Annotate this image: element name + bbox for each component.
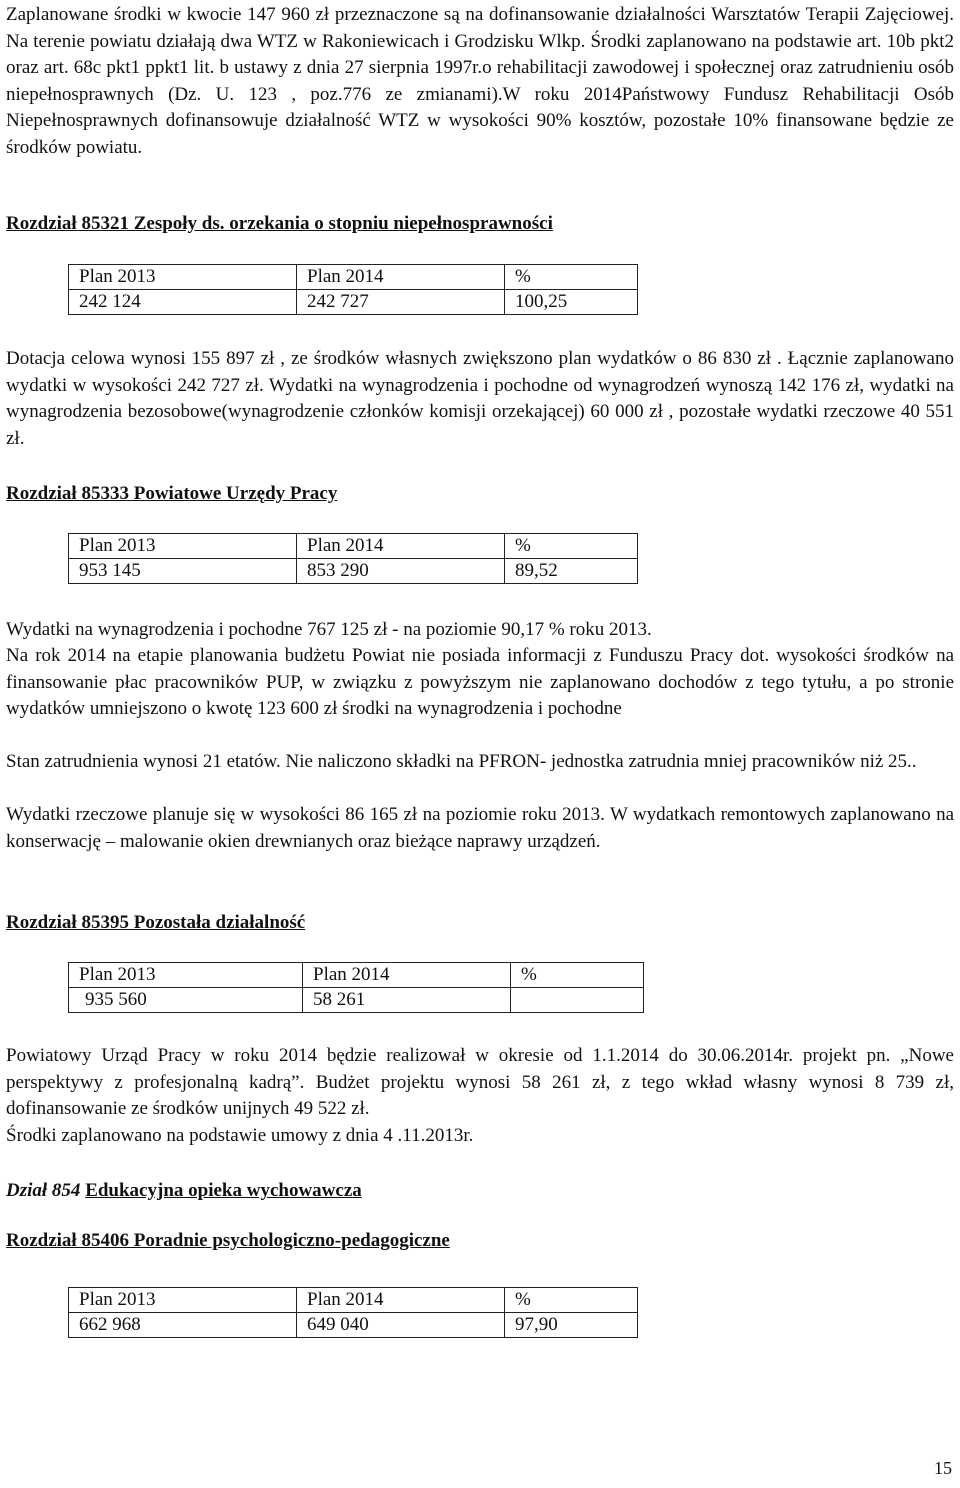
table-header-row	[69, 963, 644, 988]
value-percent: 97,90	[505, 1313, 638, 1338]
header-percent: %	[505, 534, 638, 559]
value-plan-2013: 662 968	[69, 1313, 297, 1338]
table-header-row	[69, 1288, 638, 1313]
header-percent: %	[505, 1288, 638, 1313]
table-85406	[68, 1287, 638, 1338]
value-plan-2013: 953 145	[69, 559, 297, 584]
header-plan-2013: Plan 2013	[69, 1288, 297, 1313]
section-85395-text-2: Środki zaplanowano na podstawie umowy z dnia 4 .11.2013r.	[6, 1125, 474, 1146]
dzial-heading	[6, 1178, 362, 1204]
value-plan-2014: 649 040	[297, 1313, 505, 1338]
table-85395	[68, 962, 644, 1013]
section-85333-text-3: Stan zatrudnienia wynosi 21 etatów. Nie naliczono składki na PFRON- jednostka zatrudnia mniej pracowników niż 25..	[6, 751, 917, 772]
table-85333	[68, 533, 638, 584]
value-plan-2013: 242 124	[69, 290, 297, 315]
header-plan-2013: Plan 2013	[69, 265, 297, 290]
value-plan-2013: 935 560	[69, 988, 303, 1013]
dzial-title: Edukacyjna opieka wychowawcza	[85, 1180, 362, 1201]
header-percent: %	[505, 265, 638, 290]
header-plan-2014: Plan 2014	[303, 963, 511, 988]
table-values-row	[69, 1313, 638, 1338]
table-values-row	[69, 988, 644, 1013]
value-percent	[511, 988, 644, 1013]
section-85333-text-1: Wydatki na wynagrodzenia i pochodne 767 125 zł - na poziomie 90,17 % roku 2013.	[6, 619, 652, 640]
section-heading-85333: Rozdział 85333 Powiatowe Urzędy Pracy	[6, 483, 338, 504]
section-85333-text-4: Wydatki rzeczowe planuje się w wysokości 86 165 zł na poziomie roku 2013. W wydatkach remontowych zaplanowano na konserwację – malowanie okien drewnianych oraz bieżące naprawy urządzeń.	[6, 804, 954, 852]
section-heading-85395: Rozdział 85395 Pozostała działalność	[6, 912, 306, 933]
value-percent: 100,25	[505, 290, 638, 315]
table-header-row	[69, 534, 638, 559]
page-number: 15	[934, 1458, 952, 1478]
section-heading-85406: Rozdział 85406 Poradnie psychologiczno-pedagogiczne	[6, 1230, 450, 1251]
section-85395-text-1: Powiatowy Urząd Pracy w roku 2014 będzie realizował w okresie od 1.1.2014 do 30.06.2014r. projekt pn. „Nowe perspektywy z profesjonalną kadrą”. Budżet projektu wynosi 58 261 zł, z tego wkład własny wynosi 8 739 zł, dofinansowanie ze środków unijnych 49 522 zł.	[6, 1045, 954, 1119]
value-plan-2014: 58 261	[303, 988, 511, 1013]
dzial-label: Dział 854	[6, 1180, 81, 1201]
intro-paragraph: Zaplanowane środki w kwocie 147 960 zł przeznaczone są na dofinansowanie działalności Warsztatów Terapii Zajęciowej. Na terenie powiatu działają dwa WTZ w Rakoniewicach i Grodzisku Wlkp. Środki zaplanowano na podstawie art. 10b pkt2 oraz art. 68c pkt1 ppkt1 lit. b ustawy z dnia 27 sierpnia 1997r.o rehabilitacji zawodowej i społecznej oraz zatrudnieniu osób niepełnosprawnych (Dz. U. 123 , poz.776 ze zmianami).W roku 2014Państwowy Fundusz Rehabilitacji Osób Niepełnosprawnych dofinansowuje działalność WTZ w wysokości 90% kosztów, pozostałe 10% finansowane będzie ze środków powiatu.	[6, 4, 954, 158]
value-percent: 89,52	[505, 559, 638, 584]
value-plan-2014: 242 727	[297, 290, 505, 315]
section-85333-text-2: Na rok 2014 na etapie planowania budżetu Powiat nie posiada informacji z Funduszu Pracy dot. wysokości środków na finansowanie płac pracowników PUP, w związku z powyższym nie zaplanowano dochodów z tego tytułu, a po stronie wydatków umniejszono o kwotę 123 600 zł środki na wynagrodzenia i pochodne	[6, 645, 954, 719]
header-plan-2013: Plan 2013	[69, 534, 297, 559]
table-values-row	[69, 559, 638, 584]
table-85321	[68, 264, 638, 315]
header-plan-2013: Plan 2013	[69, 963, 303, 988]
header-plan-2014: Plan 2014	[297, 534, 505, 559]
table-values-row	[69, 290, 638, 315]
table-header-row	[69, 265, 638, 290]
header-percent: %	[511, 963, 644, 988]
value-plan-2014: 853 290	[297, 559, 505, 584]
header-plan-2014: Plan 2014	[297, 265, 505, 290]
header-plan-2014: Plan 2014	[297, 1288, 505, 1313]
section-85321-text: Dotacja celowa wynosi 155 897 zł , ze środków własnych zwiększono plan wydatków o 86 830 zł . Łącznie zaplanowano wydatki w wysokości 242 727 zł. Wydatki na wynagrodzenia i pochodne od wynagrodzeń wynoszą 142 176 zł, wydatki na wynagrodzenia bezosobowe(wynagrodzenie członków komisji orzekającej) 60 000 zł , pozostałe wydatki rzeczowe 40 551 zł.	[6, 348, 954, 449]
section-heading-85321: Rozdział 85321 Zespoły ds. orzekania o stopniu niepełnosprawności	[6, 213, 553, 234]
